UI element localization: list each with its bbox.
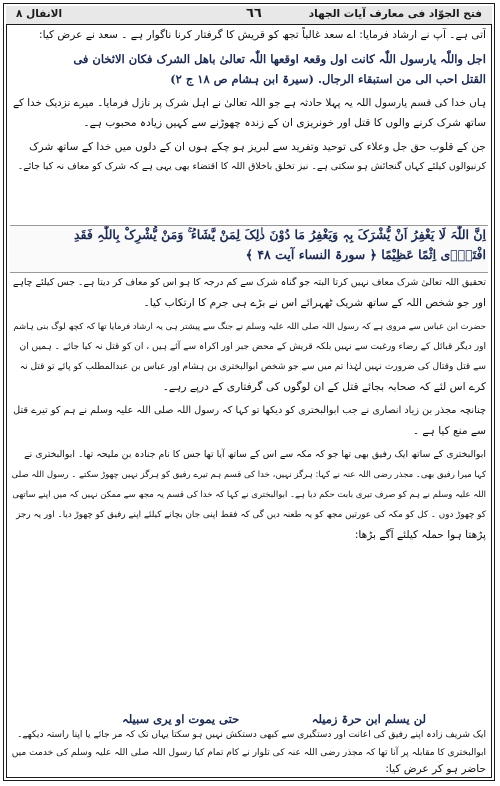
page-number: ٦٦ [246, 6, 262, 21]
text-line: حضرت ابن عباس سے مروی ہے کہ رسول اللہ صلی اللہ علیہ وسلم نے جنگ سے پیشتر ہی یہ ارشاد فرمایا تھا کہ کچھ لوگ بنی ہاشم [13, 322, 486, 332]
text-line: حاضر ہو کر عرض کیا: [385, 763, 486, 775]
couplet-second-hemistich: حتی یموت او یری سبیلہ [122, 712, 240, 726]
text-line: پڑھتا ہوا حملہ کیلئے آگے بڑھا: [354, 529, 486, 541]
text-line: اور جو شخص اللہ کے ساتھ شریک ٹھہرائے اس نے بڑے ہی جرم کا ارتکاب کیا۔ [143, 297, 486, 309]
text-line: سے منع کیا ہے ۔ [412, 425, 486, 437]
text-line: ابوالبختری کے ساتھ ایک رفیق بھی تھا جو کہ مکہ سے اس کے ساتھ آیا تھا جس کا نام جنادہ بن ملیحہ تھا۔ ابوالبختری نے [24, 449, 486, 460]
text-line: ابوالبختری کا مقابلہ پر آنا تھا کہ مجذر رضی اللہ عنہ کی تلوار نے کام تمام کیا رسول اللہ صلی اللہ علیہ وسلم کی خدمت میں [12, 748, 486, 758]
text-line: اللہ علیہ وسلم نے ہم کو صرف تیری بابت حکم دیا ہے۔ ابوالبختری نے کہا کہ خدا کی قسم یہ مجھ سے ممکن نہیں کہ میں اپنے ساتھی [12, 490, 486, 500]
text-line: ایک شریف زادہ اپنے رفیق کی اعانت اور دستگیری سے کبھی دستکش نہیں ہو سکتا یہاں تک کہ مر جائے یا اپنا راستہ دیکھے۔ [17, 730, 486, 740]
text-line: جن کے قلوب حق جل وعلاء کی توحید وتفرید سے لبریز ہو چکے ہوں ان کے دلوں میں خدا کے ساتھ شرک [29, 141, 486, 153]
book-title: فتح الجوّاد فی معارف آیات الجهاد [308, 8, 482, 20]
surah-reference: الانفال ۸ [16, 8, 63, 20]
text-line: کو چھوڑ دوں ۔ کل کو مکہ کی عورتیں مجھ کو یہ طعنہ دیں گی کہ فقط اپنی جان بچانے کیلئے اپنے رفیق کو چھوڑ دیا۔ اور یہ رجز [16, 510, 486, 520]
text-line: تحقیق اللہ تعالیٰ شرک معاف نہیں کرتا البتہ جو گناہ شرک سے کم درجہ کا ہو اس کو معاف کر دیتا ہے۔ جس کیلئے چاہے [12, 277, 486, 288]
text-line: آتی ہے۔ آپ نے ارشاد فرمایا: اے سعد غالباً تجھ کو قریش کا گرفتار کرنا ناگوار ہے ۔ سعد نے عرض کیا: [39, 29, 486, 41]
text-line: ہاں خدا کی قسم یارسول اللہ یہ پہلا حادثہ ہے جو اللہ تعالیٰ نے اہل شرک پر نازل فرمایا۔ میرے نزدیک خدا کے [12, 97, 486, 109]
text-line: اور دیگر قبائل کے رضاء ورغبت سے نہیں بلکہ قریش کے محض جبر اور اکراہ سے آئے ہیں ، ان کو قتل نہ کیا جائے ۔ ہمیں ان [19, 342, 486, 352]
quran-verse-line: اِنَّ اللّٰہَ لَا یَغْفِرُ اَنْ یُّشْرَکَ بِہٖ وَیَغْفِرُ مَا دُوْنَ ذٰلِکَ لِمَنْ یَّشَاءُ ۚ وَمَنْ یُّشْرِکْ بِاللّٰہِ فَقَدِ [73, 227, 486, 242]
couplet-first-hemistich: لن یسلم ابن حرۃ زمیلہ [311, 712, 426, 726]
rajz-couplet [12, 712, 486, 730]
text-line: ساتھ شرک کرنے والوں کا قتل اور خونریزی ان کے زندہ چھوڑنے سے کہیں زیادہ محبوب ہے۔ [83, 117, 486, 129]
text-line: چنانچہ مجذر بن زیاد انصاری نے جب ابوالبختری کو دیکھا تو کہا کہ رسول اللہ صلی اللہ علیہ وسلم نے ہم کو تیرے قتل [13, 405, 486, 416]
arabic-quote-line: القتل احب الی من استبقاء الرجال. (سیرۃ ابن ہشام ص ۱۸ ج ۲) [170, 72, 486, 86]
text-line: کہا میرا رفیق بھی۔ مجذر رضی اللہ عنہ نے کہا: ہرگز نہیں، خدا کی قسم ہم تیرے رفیق کو ہرگز نہیں چھوڑ سکتے ۔ رسول اللہ صلی [12, 470, 486, 480]
text-line: سے قتل وقتال کی ضرورت نہیں لہٰذا تم میں سے جو شخص ابوالبختری بن ہشام اور عباس بن عبدالمطلب کو پائے تو قتل نہ [19, 362, 486, 372]
text-line: کرے اس لئے کہ صحابہ بجائے قتل کے ان لوگوں کی گرفتاری کے درپے رہے۔ [162, 381, 486, 393]
running-header [6, 6, 492, 25]
arabic-quote-line: اجل واللّٰہ یارسول اللّٰہ کانت اول وقعۃ اوقعھا اللّٰہ تعالیٰ باھل الشرک فکان الاثخان فی [73, 52, 486, 66]
quran-verse-line: افْتَرٰۤی اِثْمًا عَظِیْمًا ﴿ سورۃ النساء آیت ۴۸ ﴾ [245, 247, 486, 262]
text-line: کرنیوالوں کیلئے کہاں گنجائش ہو سکتی ہے۔ نیز تخلق باخلاق اللہ کا اقتضاء بھی یہی ہے کہ شرک کو معاف نہ کیا جائے۔ [17, 161, 486, 172]
